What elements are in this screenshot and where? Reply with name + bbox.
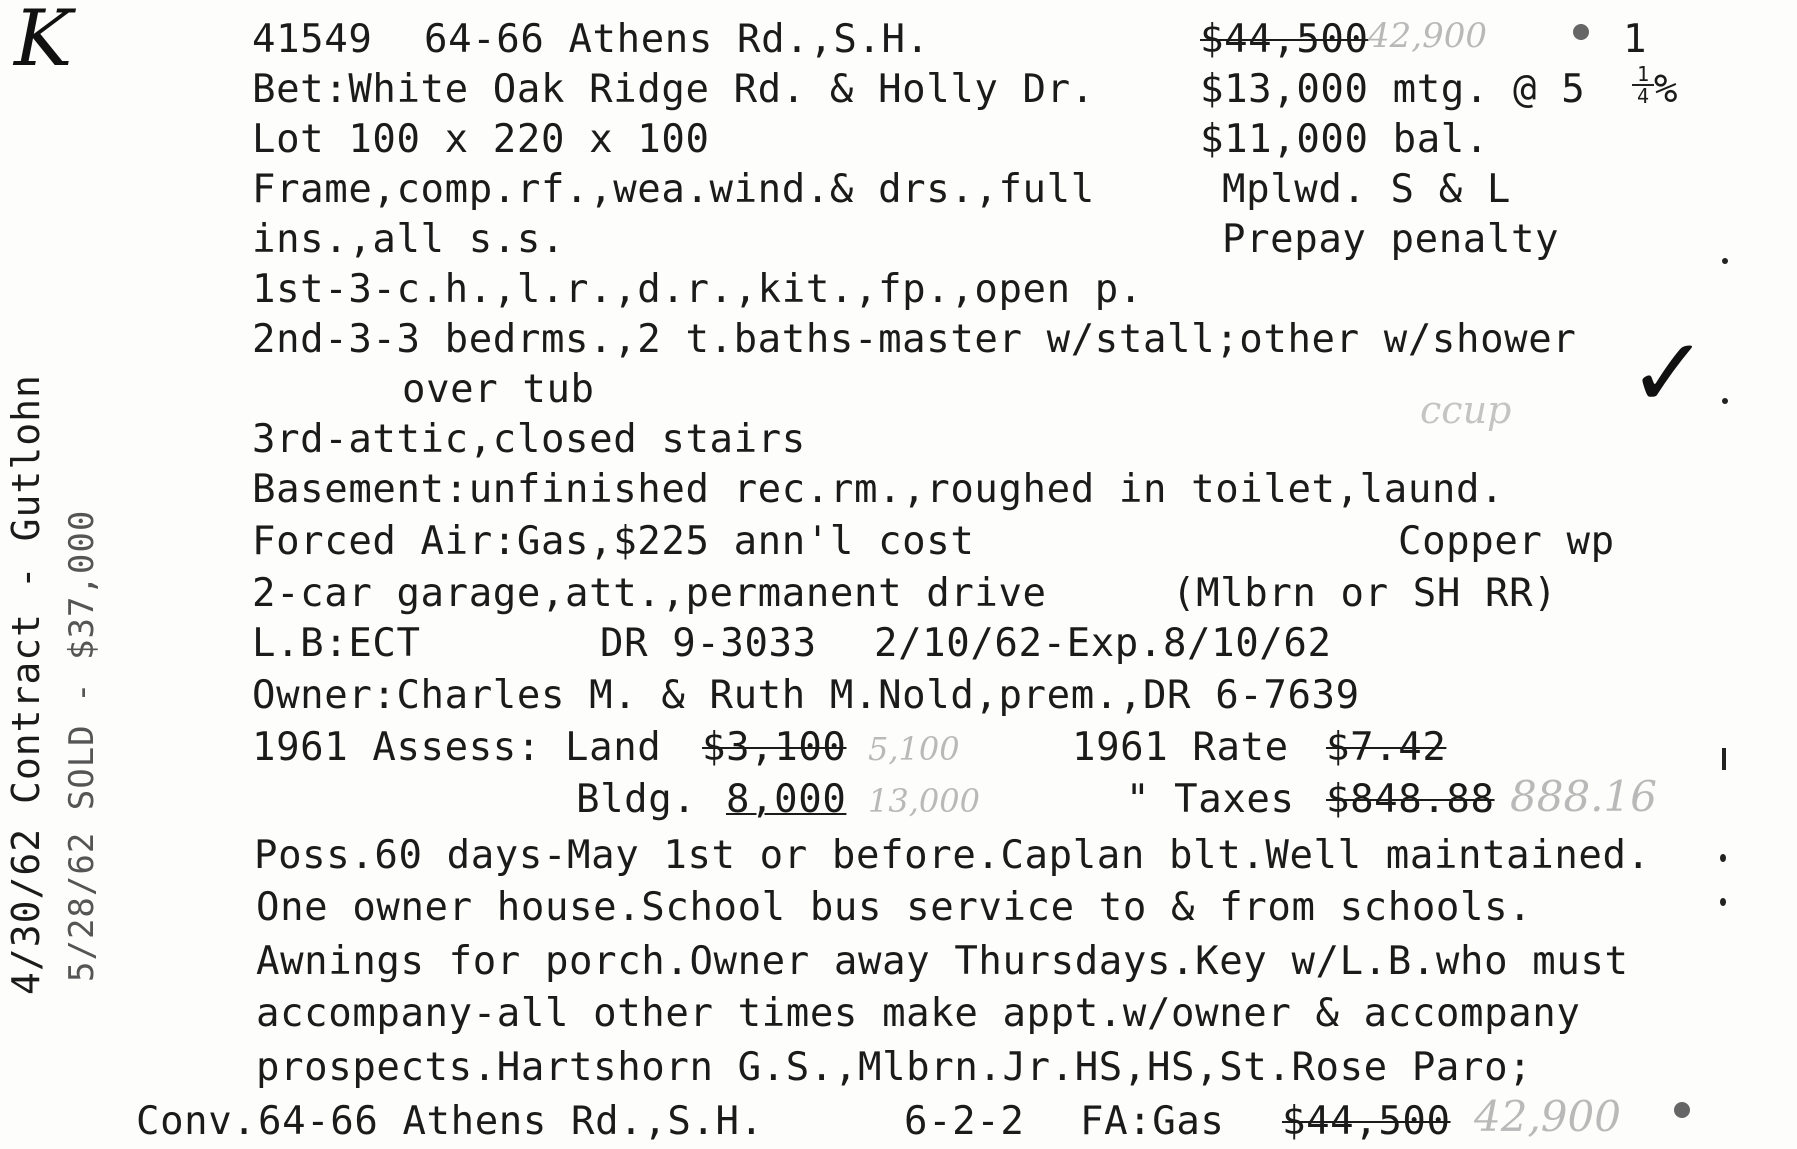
contract-note: 4/30/62 Contract - Gutlohn <box>4 374 48 995</box>
footer-address: 64-66 Athens Rd.,S.H. <box>258 1099 764 1144</box>
footer-conv: Conv. <box>136 1099 257 1144</box>
revised-price: 42,900 <box>1368 16 1487 56</box>
mortgage-rate-fraction <box>1632 64 1654 106</box>
rate-exclamation <box>1722 748 1726 770</box>
card-number: 1 <box>1623 17 1648 62</box>
second-floor-cont: over tub <box>402 367 595 412</box>
sold-note: 5/28/62 SOLD - $37,000 <box>62 509 102 982</box>
pencil-note: ccup <box>1420 388 1512 432</box>
mortgage: $13,000 mtg. @ 5 <box>1200 67 1586 112</box>
check-mark: ✓ <box>1628 317 1709 429</box>
mortgage-balance: $11,000 bal. <box>1200 117 1489 162</box>
original-price: $44,500 <box>1200 17 1369 62</box>
taxes-label: " Taxes <box>1126 777 1295 822</box>
lot-size: Lot 100 x 220 x 100 <box>252 117 710 162</box>
edge-mark <box>1720 854 1726 862</box>
lender: Mplwd. S & L <box>1222 167 1511 212</box>
remark-line: Poss.60 days-May 1st or before.Caplan blt.Well maintained. <box>254 833 1651 878</box>
mortgage-percent: % <box>1654 67 1679 112</box>
listing-dates: 2/10/62-Exp.8/10/62 <box>874 621 1332 666</box>
rate-label: 1961 Rate <box>1072 725 1289 770</box>
broker-phone: DR 9-3033 <box>600 621 817 666</box>
footer-rooms: 6-2-2 <box>904 1099 1025 1144</box>
remark-line: One owner house.School bus service to & from schools. <box>256 885 1533 930</box>
transit: (Mlbrn or SH RR) <box>1172 571 1558 616</box>
water-pipes: Copper wp <box>1398 519 1615 564</box>
edge-mark <box>1722 398 1728 404</box>
taxes-new: 888.16 <box>1510 772 1657 821</box>
corner-mark: K <box>14 0 73 84</box>
remark-line: accompany-all other times make appt.w/owner & accompany <box>256 991 1581 1036</box>
second-floor: 2nd-3-3 bedrms.,2 t.baths-master w/stall;other w/shower <box>252 317 1577 362</box>
taxes-old: $848.88 <box>1326 777 1495 822</box>
garage: 2-car garage,att.,permanent drive <box>252 571 1047 616</box>
prepay-penalty: Prepay penalty <box>1222 217 1560 262</box>
first-floor: 1st-3-c.h.,l.r.,d.r.,kit.,fp.,open p. <box>252 267 1143 312</box>
footer-new-price: 42,900 <box>1474 1092 1621 1141</box>
bldg-old: 8,000 <box>726 777 847 822</box>
rate-old: $7.42 <box>1326 725 1447 770</box>
bldg-label: Bldg. <box>576 777 697 822</box>
footer-heat: FA:Gas <box>1080 1099 1225 1144</box>
between-streets: Bet:White Oak Ridge Rd. & Holly Dr. <box>252 67 1095 112</box>
land-old: $3,100 <box>702 725 847 770</box>
price-dot <box>1573 24 1589 40</box>
remark-line: Awnings for porch.Owner away Thursdays.Key w/L.B.who must <box>256 939 1629 984</box>
footer-price-dot <box>1674 1102 1690 1118</box>
owner: Owner:Charles M. & Ruth M.Nold,prem.,DR 6-7639 <box>252 673 1360 718</box>
header-address: 64-66 Athens Rd.,S.H. <box>424 17 930 62</box>
land-new: 5,100 <box>868 730 960 768</box>
basement: Basement:unfinished rec.rm.,roughed in toilet,laund. <box>252 467 1505 512</box>
listing-broker: L.B:ECT <box>252 621 421 666</box>
bldg-new: 13,000 <box>868 782 980 820</box>
construction-cont: ins.,all s.s. <box>252 217 566 262</box>
edge-mark <box>1720 898 1726 906</box>
rate-denominator: 4 <box>1636 84 1650 108</box>
assess-label: 1961 Assess: Land <box>252 725 662 770</box>
heating: Forced Air:Gas,$225 ann'l cost <box>252 519 975 564</box>
third-floor: 3rd-attic,closed stairs <box>252 417 806 462</box>
remark-line: prospects.Hartshorn G.S.,Mlbrn.Jr.HS,HS,St.Rose Paro; <box>256 1045 1533 1090</box>
rate-numerator: 1 <box>1632 64 1654 86</box>
listing-number: 41549 <box>252 17 373 62</box>
footer-old-price: $44,500 <box>1282 1099 1451 1144</box>
construction: Frame,comp.rf.,wea.wind.& drs.,full <box>252 167 1095 212</box>
edge-mark <box>1722 258 1728 264</box>
